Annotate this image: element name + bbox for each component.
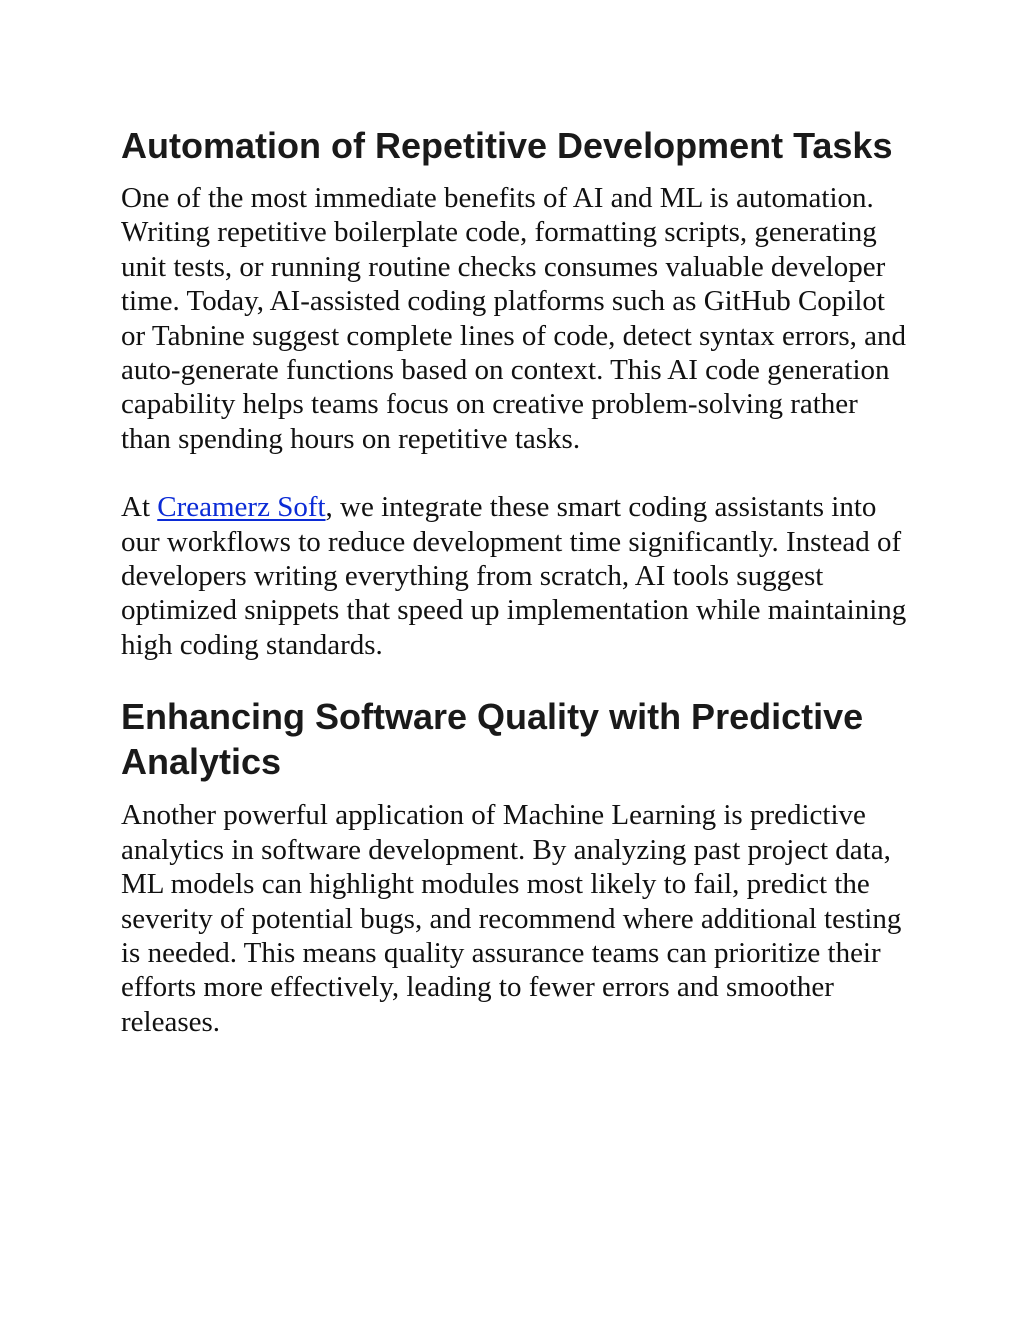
paragraph-predictive-analytics: Another powerful application of Machine Learning is predictive analytics in software development. By analyzing past project data, ML models can highlight modules most likely to fail, predict the severity of potential bugs, and recommend where additional testing is needed. This means quality assurance teams can prioritize their efforts more effectively, leading to fewer errors and smoother releases.: [121, 799, 902, 1038]
section-predictive-analytics: [121, 694, 911, 1039]
section-heading-automation: Automation of Repetitive Development Tasks: [121, 125, 893, 166]
section-automation: [121, 123, 911, 662]
paragraph-creamerz-rest: , we integrate these smart coding assistants into our workflows to reduce development time significantly. Instead of developers writing everything from scratch, AI tools suggest optimized snippets that speed up implementation while maintaining high coding standards.: [121, 491, 907, 661]
document-page: [121, 118, 911, 1039]
creamerz-soft-link[interactable]: Creamerz Soft: [157, 491, 326, 524]
paragraph-creamerz-lead: At: [121, 491, 158, 524]
paragraph-automation-intro: One of the most immediate benefits of AI and ML is automation. Writing repetitive boilerplate code, formatting scripts, generating unit tests, or running routine checks consumes valuable developer time. Today, AI-assisted coding platforms such as GitHub Copilot or Tabnine suggest complete lines of code, detect syntax errors, and auto-generate functions based on context. This AI code generation capability helps teams focus on creative problem-solving rather than spending hours on repetitive tasks.: [121, 182, 907, 455]
section-heading-predictive-analytics: Enhancing Software Quality with Predictive Analytics: [121, 696, 864, 783]
paragraph-creamerz: [121, 490, 911, 662]
